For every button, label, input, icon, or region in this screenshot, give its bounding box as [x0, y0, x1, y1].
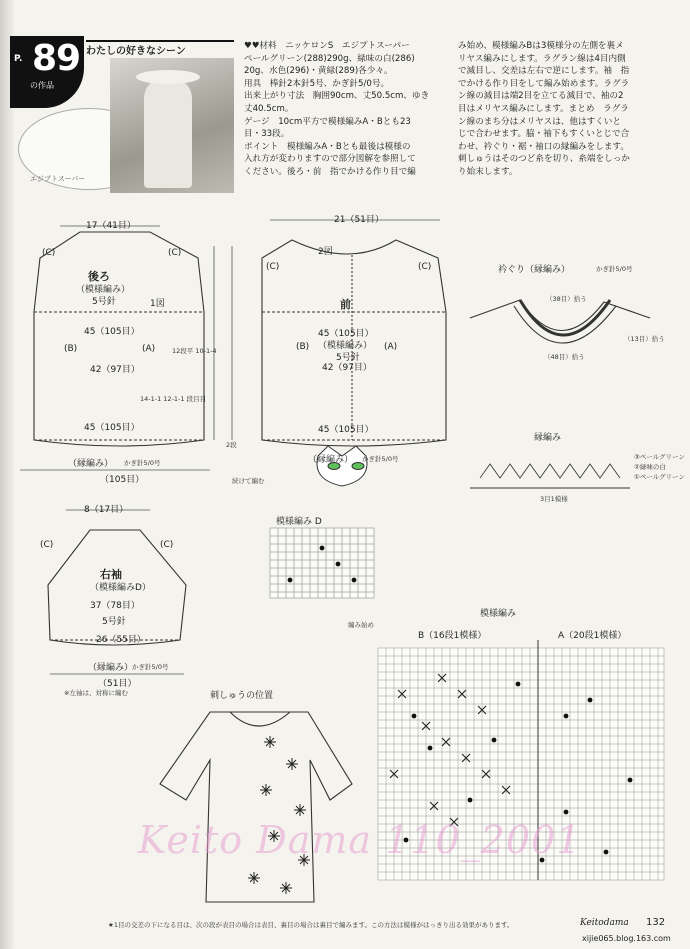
sleeve-title: 右袖: [100, 568, 122, 581]
back-width-45: 45（105目）: [84, 327, 140, 337]
sleeve-width-26: 26（55目）: [96, 635, 146, 645]
sleeve-top-width: 8（17目）: [84, 505, 129, 515]
chart-a-label: A（20段1模様）: [558, 631, 627, 641]
embroidery-sweater-outline: [160, 712, 352, 902]
left-sleeve-note: ※左袖は、対称に編む: [64, 689, 128, 697]
front-width-45-lower: 45（105目）: [318, 425, 374, 435]
sleeve-edge: （縁編み）: [88, 663, 134, 673]
front-top-width: 21（51目）: [334, 215, 384, 225]
back-top-width: 17（41目）: [86, 221, 136, 231]
color-3: ③ペールグリーン: [634, 453, 685, 461]
front-needle: 5号針: [336, 353, 360, 363]
watermark: Keito Dama 110_2001: [138, 818, 582, 862]
neckline-hook: かぎ針5/0号: [596, 265, 633, 273]
neck-pickup-38: （38目）拾う: [546, 295, 587, 303]
back-label-b: (B): [64, 344, 78, 354]
front-title: 前: [340, 298, 351, 311]
neck-pickup-48: （48目）拾う: [544, 353, 585, 361]
chart-d-title: 模様編み D: [276, 517, 322, 527]
back-title: 後ろ: [88, 270, 110, 283]
back-label-c-right: (C): [168, 248, 182, 258]
embroidery-title: 刺しゅうの位置: [210, 691, 274, 701]
brand-name: Keitodama: [580, 918, 629, 928]
fig1-label: 1図: [150, 299, 165, 309]
sleeve-pattern-label: （模様編みD）: [90, 583, 151, 593]
start-label: 編み始め: [348, 621, 374, 629]
front-label-a: (A): [384, 342, 398, 352]
back-label-a: (A): [142, 344, 156, 354]
hem-rows: 2段: [226, 441, 237, 449]
back-rule: 12段平 10-1-4: [172, 347, 217, 355]
sleeve-needle: 5号針: [102, 617, 126, 627]
front-hook: かぎ針5/0号: [362, 455, 399, 463]
color-1: ①ペールグリーン: [634, 473, 685, 481]
page-prefix: P.: [14, 54, 23, 64]
side-decrease: 14-1-1 12-1-1 段目目: [140, 395, 207, 403]
fig2-label: 2図: [318, 247, 333, 257]
source-url: xijie065.blog.163.com: [582, 934, 671, 943]
edging-repeat: 3目1模様: [540, 495, 568, 503]
chart-b-label: B（16段1模様）: [418, 631, 487, 641]
edging-title: 縁編み: [534, 433, 562, 443]
back-bottom-width: （105目）: [100, 475, 145, 485]
front-label-c-left: (C): [266, 262, 280, 272]
back-needle: 5号針: [92, 297, 116, 307]
continue-label: 続けて編む: [232, 477, 265, 485]
front-label-c-right: (C): [418, 262, 432, 272]
materials-block: ♥♥材料 ニッケロンS エジプトスーパー ペールグリーン(288)290g、緑味の白(286) 20g、水色(296)・黄緑(289)各少々。 用具 棒針2本針5号、かぎ針5/0号。 出来上がり寸法 胸囲90cm、丈50.5cm、ゆき 丈40.5cm。 ゲージ 10cm平方で模様編みA・Bとも23 目・33段。 ポイント 模様編みA・Bとも最後は模様の 入れ方が変わりますので部分図解を参照して ください。後ろ・前 指でかける作り目で編: [244, 41, 430, 177]
front-pattern-label: （模様編み）: [318, 341, 373, 351]
yarn-label: エジプトスーパー: [30, 175, 86, 183]
chart-d-grid: [270, 528, 374, 598]
sleeve-bottom-width: （51目）: [98, 679, 137, 689]
pattern-number: 89: [32, 38, 81, 79]
sleeve-label-c-left: (C): [40, 540, 54, 550]
front-label-b: (B): [296, 342, 310, 352]
pattern-suffix: の作品: [30, 81, 54, 90]
back-body-outline: [34, 232, 207, 446]
back-label-c-left: (C): [42, 248, 56, 258]
front-edge: （縁編み）: [308, 455, 354, 465]
scene-title: わたしの好きなシーン: [86, 40, 234, 56]
main-chart-title: 模様編み: [480, 609, 517, 619]
sleeve-width-37: 37（78目）: [90, 601, 140, 611]
color-2: ②緑味の白: [634, 463, 666, 471]
neckline-title: 衿ぐり（縁編み）: [498, 265, 571, 275]
neckline-outer: [470, 300, 650, 331]
back-hook: かぎ針5/0号: [124, 459, 161, 467]
front-width-42: 42（97目）: [322, 363, 372, 373]
instructions-block: み始め、模様編みBは3模様分の左側を裏メ リヤス編みにします。ラグラン線は4目内側 で減目し、交差は左右で逆にします。袖 指 でかける作り目をして編み始めます。ラグラ ン線の減目は端2目を立てる減目で、袖の2 目はメリヤス編みにします。まとめ ラグラ ン線のまち分はメリヤスは、他はすくいと じで合わせます。脇・袖下もすくいとじで合 わせ、衿ぐり・裾・袖口の縁編みをします。 刺しゅうはそのつど糸を切り、糸端をしっか り始末します。: [458, 41, 630, 177]
back-width-45-lower: 45（105目）: [84, 423, 140, 433]
neck-pickup-13: （13目）拾う: [624, 335, 665, 343]
footer-note: ★1目の交差の下になる目は、次の段が表目の場合は表目、裏目の場合は裏目で編みます。この方法は模様がはっきり出る効果があります。: [108, 921, 514, 929]
back-edge: （縁編み）: [68, 459, 114, 469]
page-number: 132: [646, 917, 666, 928]
back-width-42: 42（97目）: [90, 365, 140, 375]
sleeve-label-c-right: (C): [160, 540, 174, 550]
sleeve-hook: かぎ針5/0号: [132, 663, 169, 671]
front-width-45: 45（105目）: [318, 329, 374, 339]
back-pattern-label: （模様編み）: [76, 285, 131, 295]
